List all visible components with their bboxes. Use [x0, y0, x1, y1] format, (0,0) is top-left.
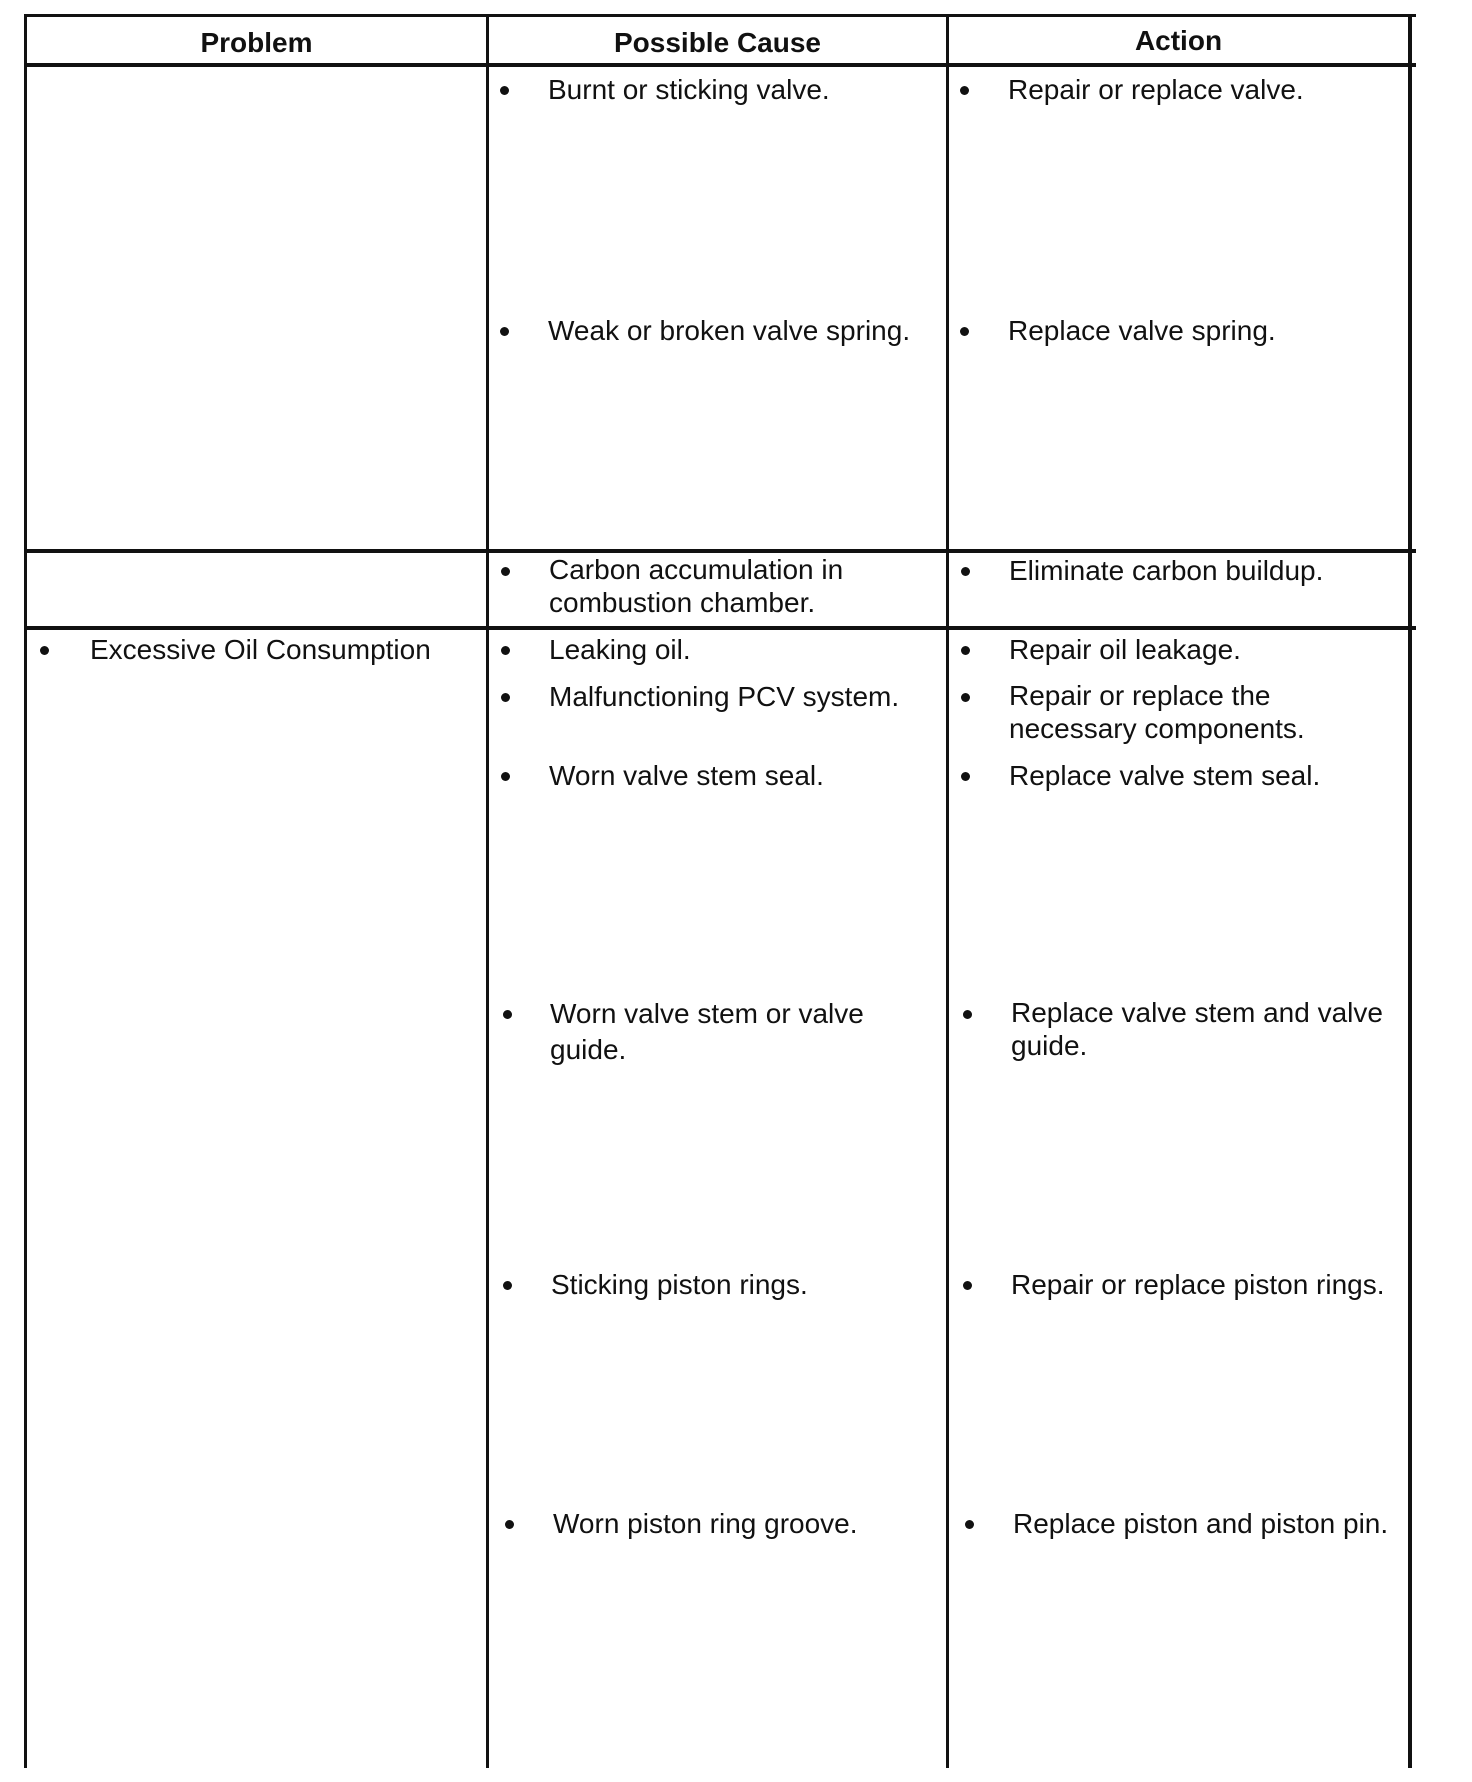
action-item: Replace piston and piston pin.	[1013, 1508, 1389, 1539]
table-right-border	[1408, 14, 1412, 1768]
action-item: Replace valve spring.	[1008, 315, 1276, 346]
action-item: Replace valve stem and valve guide.	[1011, 997, 1383, 1061]
bullet-icon	[960, 86, 969, 95]
bullet-icon	[500, 327, 509, 336]
header-possible-cause: Possible Cause	[614, 27, 821, 58]
table-left-border	[24, 14, 27, 1768]
cause-item: Worn valve stem or valve guide.	[550, 998, 864, 1065]
bullet-icon	[963, 1281, 972, 1290]
table-top-border	[24, 14, 1416, 17]
bullet-icon	[503, 1010, 512, 1019]
bullet-icon	[961, 646, 970, 655]
action-item: Eliminate carbon buildup.	[1009, 555, 1324, 586]
cause-item: Leaking oil.	[549, 634, 691, 665]
column-divider-1	[486, 14, 489, 1768]
bullet-icon	[960, 327, 969, 336]
cause-item: Malfunctioning PCV system.	[549, 681, 900, 712]
bullet-icon	[40, 646, 49, 655]
action-item: Repair oil leakage.	[1009, 634, 1241, 665]
bullet-icon	[505, 1520, 514, 1529]
bullet-icon	[503, 1281, 512, 1290]
bullet-icon	[961, 693, 970, 702]
action-item: Repair or replace piston rings.	[1011, 1269, 1385, 1300]
action-item: Replace valve stem seal.	[1009, 760, 1321, 791]
problem-item: Excessive Oil Consumption	[90, 634, 431, 665]
bullet-icon	[501, 646, 510, 655]
bullet-icon	[500, 86, 509, 95]
cause-item: Worn valve stem seal.	[549, 760, 824, 791]
bullet-icon	[501, 693, 510, 702]
cause-item: Weak or broken valve spring.	[548, 315, 911, 346]
bullet-icon	[961, 772, 970, 781]
header-action: Action	[1134, 25, 1223, 56]
row-2-bottom-border	[24, 626, 1416, 630]
header-bottom-border	[24, 63, 1416, 67]
action-item: Repair or replace valve.	[1008, 74, 1304, 105]
cause-item: Worn piston ring groove.	[553, 1508, 858, 1539]
action-item: Repair or replace the necessary components.	[1009, 680, 1305, 744]
cause-item: Carbon accumulation in combustion chamber.	[549, 554, 844, 618]
cause-item: Burnt or sticking valve.	[548, 74, 830, 105]
bullet-icon	[965, 1520, 974, 1529]
bullet-icon	[501, 567, 510, 576]
bullet-icon	[501, 772, 510, 781]
cause-item: Sticking piston rings.	[551, 1269, 808, 1300]
column-divider-2	[946, 14, 949, 1768]
header-problem: Problem	[200, 27, 313, 58]
bullet-icon	[963, 1010, 972, 1019]
bullet-icon	[961, 567, 970, 576]
